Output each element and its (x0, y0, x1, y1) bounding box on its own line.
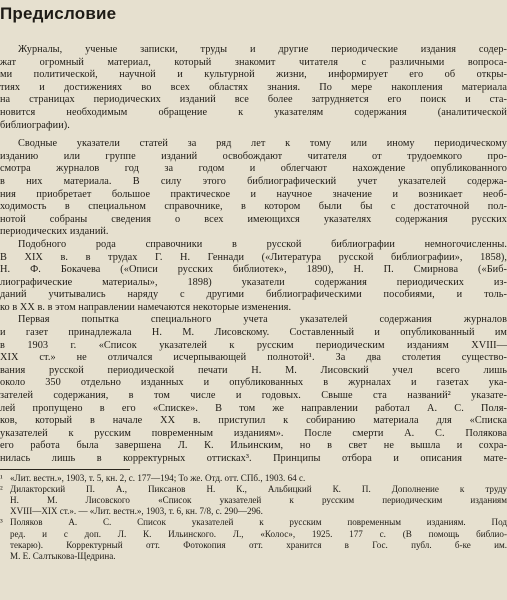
text-line: ния приобретает большое практическое и научное значение и возникает необ- (0, 188, 507, 200)
text-line: лей пропущено в его «Списке». В том же направлении работал А. С. Поля- (0, 402, 507, 414)
text-line: изданию или группе изданий освобождают читателя от трудоемкого про- (0, 150, 507, 162)
text-line: Сводные указатели статей за ряд лет к тому или иному периодическому (18, 138, 507, 150)
text-line: тиях и достижениях во всех областях знания. По мере накопления материала (0, 81, 507, 93)
text-line: библиографии). (0, 119, 70, 131)
text-line: вания русской периодической печати Н. М. Лисовский учел всего лишь (0, 364, 507, 376)
footnote-line: XVIII—XIX ст.». — «Лит. вестн.», 1903, т. 6, кн. 7/8, с. 290—296. (10, 506, 263, 517)
footnote-number: ¹ (0, 472, 3, 483)
text-line: периодических изданий. (0, 226, 109, 238)
footnote-text: Дилакторский П. А., Пиксанов Н. К., Альбицкий К. П. Дополнение к труду (10, 483, 507, 494)
text-line: XIX ст.» не отличался исчерпывающей полнотой¹. За два столетия существо- (0, 352, 507, 364)
text-line: нилась лишь в корректурных оттисках³. Принципы отбора и описания мате- (0, 453, 507, 464)
paragraph (0, 239, 507, 315)
text-line: около 350 отдельно изданных и опубликованных в журналах и газетах ука- (0, 377, 507, 389)
text-line: смотра журналов год за годом и облегчают нахождение опубликованного (0, 163, 507, 175)
footnote-line: Н. М. Лисовского «Список указателей к русским периодическим изданиям (10, 495, 507, 505)
page-title: Предисловие (0, 4, 117, 23)
footnote-line (0, 473, 507, 484)
text-line: Журналы, ученые записки, труды и другие периодические издания содер- (18, 44, 507, 55)
footnote-line (0, 517, 507, 528)
paragraph (0, 44, 507, 132)
footnote-line: текарю). Корректурный отт. Фотокопия отт. хранится в Гос. публ. б-ке им. (10, 539, 507, 550)
text-line: в них материала. В силу этого библиографический учет указателей содержа- (0, 175, 507, 187)
text-line: ми политической, научной и культурной жизни, информирует его об откры- (0, 69, 507, 81)
text-line: Первая попытка специального учета указателей содержания журналов (18, 314, 507, 326)
text-line: указателей к русским повременным изданиям». После смерти А. С. Полякова (0, 427, 507, 439)
text-line: жат огромный материал, который знакомит читателя с различными вопроса- (0, 56, 507, 68)
text-line: Подобного рода справочники в русской библиографии немногочисленны. (18, 238, 507, 250)
footnote-line: М. Е. Салтыкова-Щедрина. (10, 551, 116, 562)
footnote-line: ред. и с доп. Л. К. Ильинского. Л., «Колос», 1925. 177 с. (В помощь библио- (10, 528, 507, 539)
text-line: нотой собраны сведения о всех имеющихся указателях содержания русских (0, 213, 507, 225)
footnote-line (0, 484, 507, 495)
text-line: новится необходимым обращение к указателям содержания (аналитической (0, 106, 507, 118)
text-line: ко в XX в. в этом направлении намечаются некоторые изменения. (0, 301, 292, 313)
footnote-rule (0, 469, 130, 470)
body-text (0, 44, 507, 562)
text-line: ходимость в специальном справочнике, в котором были бы с достаточной пол- (0, 201, 507, 213)
text-line: на страницах периодических изданий все более затрудняется его поиск и ста- (0, 94, 507, 106)
text-line: ков, который в начале XX в. приступил к собиранию материала для «Списка (0, 415, 507, 427)
text-line: зателей содержания, в том числе и годовых. Свыше ста названий² указате- (0, 390, 507, 402)
text-line: Н. Ф. Бокачева («Описи русских библиотек», 1890), Н. П. Смирнова («Биб- (0, 264, 507, 276)
text-line: В XIX в. в трудах Г. Н. Геннади («Литература русской библиографии», 1858), (0, 251, 507, 263)
footnote-text: Поляков А. С. Список указателей к русским повременным изданиям. Под (10, 517, 507, 528)
footnotes (0, 473, 507, 563)
footnote-number: ² (0, 483, 3, 494)
text-line: в 1903 г. «Список указателей к русским периодическим изданиям XVIII— (0, 339, 507, 351)
text-line: даний учитывались наряду с другими библиографическими пособиями, и толь- (0, 289, 507, 301)
text-line: его работа была завершена Л. К. Ильинским, но в свет не вышла и сохра- (0, 440, 507, 452)
text-line: лиографические материалы», 1898) указатели содержания периодических из- (0, 276, 507, 288)
text-line: и газет принадлежала Н. М. Лисовскому. Составленный и опубликованный им (0, 327, 507, 339)
footnote-number: ³ (0, 517, 3, 528)
footnote-text: «Лит. вестн.», 1903, т. 5, кн. 2, с. 177—194; То же. Отд. отт. СПб., 1903. 64 с. (10, 472, 306, 483)
paragraph (0, 138, 507, 239)
paragraph (0, 314, 507, 465)
